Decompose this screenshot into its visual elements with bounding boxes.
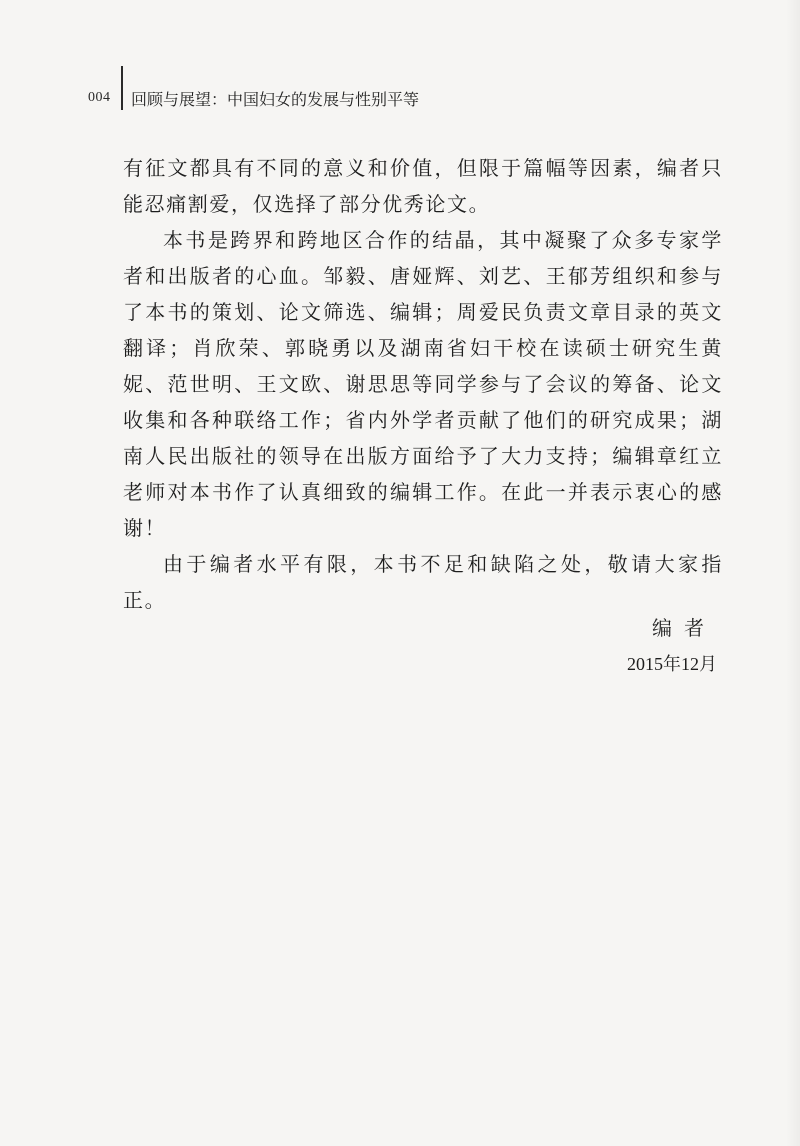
running-title: 回顾与展望：中国妇女的发展与性别平等 [131,90,420,109]
running-header [88,66,748,110]
signature-author: 编者 [652,616,716,640]
body-text [123,150,723,618]
paragraph-continuation: 有征文都具有不同的意义和价值，但限于篇幅等因素，编者只能忍痛割爱，仅选择了部分优秀论文。 [123,156,723,216]
page-edge-shade [786,0,800,1146]
signature-date: 2015年12月 [627,654,717,674]
paragraph-closing: 由于编者水平有限，本书不足和缺陷之处，敬请大家指正。 [123,552,723,612]
page-number: 004 [88,90,111,105]
signature-block [600,610,740,682]
paragraph-acknowledgements: 本书是跨界和跨地区合作的结晶，其中凝聚了众多专家学者和出版者的心血。邹毅、唐娅辉、刘艺、王郁芳组织和参与了本书的策划、论文筛选、编辑；周爱民负责文章目录的英文翻译；肖欣荣、郭晓勇以及湖南省妇干校在读硕士研究生黄妮、范世明、王文欧、谢思思等同学参与了会议的筹备、论文收集和各种联络工作；省内外学者贡献了他们的研究成果；湖南人民出版社的领导在出版方面给予了大力支持；编辑章红立老师对本书作了认真细致的编辑工作。在此一并表示衷心的感谢！ [123,228,723,540]
header-divider [121,66,123,110]
